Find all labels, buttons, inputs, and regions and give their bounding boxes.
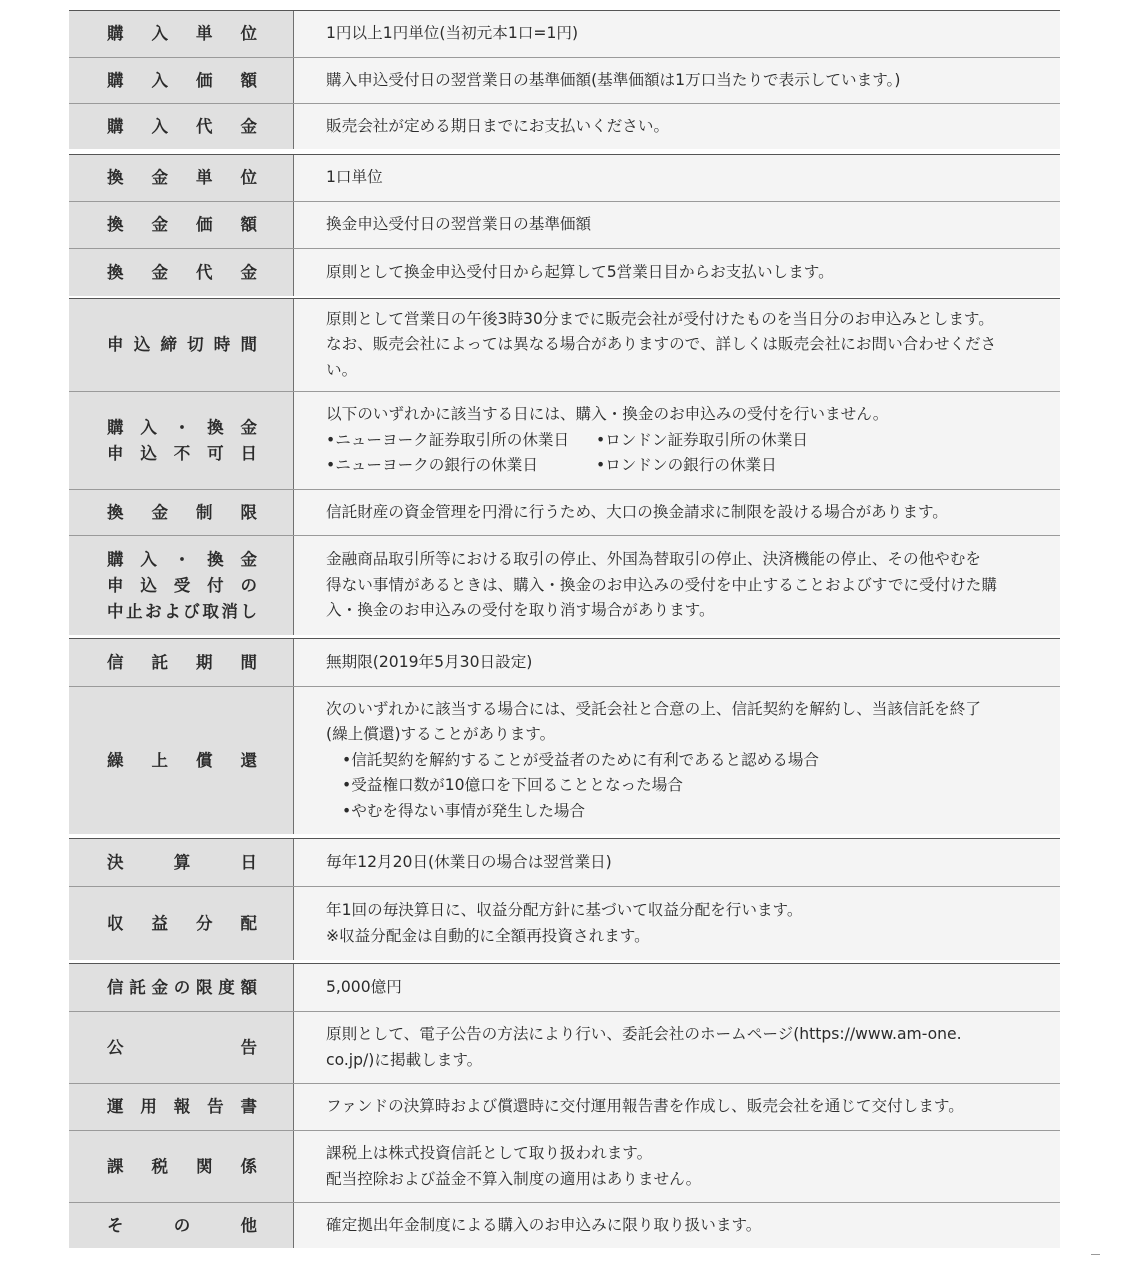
label-line: 運用報告書 [107,1097,257,1116]
list-item: •信託契約を解約することが受益者のために有利であると認める場合 [342,750,820,769]
row-management-report [69,1083,1060,1130]
label-line: その他 [107,1215,257,1235]
row-value [326,402,1042,479]
row-others [69,1202,1060,1248]
value-line: 1円以上1円単位(当初元本1口=1円) [326,24,579,43]
label-line: 収益分配 [107,913,257,933]
label-cell [69,687,294,834]
label-line: 換金価額 [107,215,257,234]
row-purchase-payment [69,103,1060,149]
label-line: 購入価額 [107,70,257,90]
row-taxation [69,1130,1060,1202]
label-cell [69,249,294,296]
label-cell [69,839,294,886]
value-line: 購入申込受付日の翌営業日の基準価額(基準価額は1万口当たりで表示しています。) [326,70,901,89]
label-cell [69,1203,294,1248]
row-value [326,650,1042,676]
list-item: •ニューヨーク証券取引所の休業日 [326,430,570,449]
row-label [107,748,257,774]
label-cell [69,490,294,535]
row-label [107,260,257,286]
value-cell [294,249,1060,296]
label-cell [69,299,294,391]
value-cell [294,202,1060,248]
list-item: •やむを得ない事情が発生した場合 [342,801,586,820]
label-line: 換金代金 [107,262,257,282]
row-redemption-payment [69,248,1060,296]
condition-list [326,748,1042,825]
label-cell [69,104,294,149]
row-label [107,1035,257,1061]
value-cell [294,58,1060,103]
value-cell [294,155,1060,201]
row-value [326,212,1042,238]
row-early-redemption [69,686,1060,834]
row-label [107,1213,257,1239]
row-value [326,1141,1042,1192]
value-line: ファンドの決算時および償還時に交付運用報告書を作成し、販売会社を通じて交付します。 [326,1097,964,1116]
value-cell [294,536,1060,635]
row-order-suspension [69,535,1060,635]
row-label [107,1094,257,1120]
label-line: 換金制限 [107,502,257,522]
value-line: 確定拠出年金制度による購入のお申込みに限り取り扱います。 [326,1215,762,1234]
redemption-section [69,154,1060,296]
row-non-business-days [69,391,1060,489]
purchase-section [69,10,1060,149]
label-line: 換金単位 [107,168,257,187]
row-label [107,114,257,140]
value-line: 原則として営業日の午後3時30分までに販売会社が受付けたものを当日分のお申込みとします。 [326,309,994,328]
value-cell [294,104,1060,149]
value-cell [294,839,1060,886]
row-value [326,500,1042,526]
row-distribution [69,886,1060,960]
label-line: 信託金の限度額 [107,977,257,997]
row-redemption-limit [69,489,1060,535]
value-line: い。 [326,360,358,379]
row-value [326,165,1042,191]
page-corner-mark [1091,1254,1100,1257]
value-cell [294,1084,1060,1130]
value-cell [294,392,1060,489]
value-line: 入・換金のお申込みの受付を取り消す場合があります。 [326,601,715,620]
row-trust-limit [69,964,1060,1011]
value-line: 換金申込受付日の翌営業日の基準価額 [326,215,592,234]
value-line: 原則として、電子公告の方法により行い、委託会社のホームページ(https://www.am-one. [326,1025,962,1043]
row-label [107,68,257,94]
row-value [326,1213,1042,1239]
label-line: 購入・換金 [107,417,257,437]
row-purchase-unit [69,11,1060,57]
value-cell [294,299,1060,391]
row-value [326,114,1042,140]
value-cell [294,964,1060,1011]
value-line: 5,000億円 [326,977,402,996]
value-cell [294,1203,1060,1248]
value-line: 1口単位 [326,168,383,187]
row-value [326,68,1042,94]
value-line: 得ない事情があるときは、購入・換金のお申込みの受付を中止することおよびすでに受付けた購 [326,575,997,594]
value-line: 信託財産の資金管理を円滑に行うため、大口の換金請求に制限を設ける場合があります。 [326,502,948,521]
row-value [326,697,1042,825]
label-line: 申込締切時間 [107,335,257,354]
row-label [107,850,257,876]
row-value [326,898,1042,949]
label-line: 購入代金 [107,116,257,136]
settlement-section [69,838,1060,960]
label-line: 繰上償還 [107,750,257,770]
value-cell [294,1012,1060,1083]
row-purchase-price [69,57,1060,103]
row-label [107,650,257,676]
label-cell [69,11,294,57]
holiday-list [326,428,1042,479]
value-line: 原則として換金申込受付日から起算して5営業日目からお支払いします。 [326,262,834,281]
label-line: 公告 [107,1037,257,1057]
label-cell [69,887,294,960]
value-line: ※収益分配金は自動的に全額再投資されます。 [326,926,650,945]
row-label [107,415,257,467]
label-cell [69,58,294,103]
row-label [107,332,257,358]
label-line: 申込受付の [107,575,257,595]
row-value [326,850,1042,876]
label-cell [69,1131,294,1202]
row-value [326,547,1042,624]
value-cell [294,639,1060,686]
value-cell [294,11,1060,57]
label-cell [69,1012,294,1083]
label-cell [69,1084,294,1130]
row-label [107,212,257,238]
row-order-cutoff [69,299,1060,391]
row-value [326,1022,1042,1073]
row-public-notice [69,1011,1060,1083]
row-redemption-unit [69,155,1060,201]
value-line: 課税上は株式投資信託として取り扱われます。 [326,1144,653,1162]
label-line: 決算日 [107,852,257,872]
value-line: 金融商品取引所等における取引の停止、外国為替取引の停止、決済機能の停止、その他やむを [326,550,981,569]
value-line: 配当控除および益金不算入制度の適用はありません。 [326,1169,702,1188]
list-item: •受益権口数が10億口を下回ることとなった場合 [342,776,683,795]
label-cell [69,964,294,1011]
row-redemption-price [69,201,1060,248]
value-line: 年1回の毎決算日に、収益分配方針に基づいて収益分配を行います。 [326,901,803,919]
label-line: 課税関係 [107,1156,257,1176]
row-label [107,547,257,625]
description-line: 次のいずれかに該当する場合には、受託会社と合意の上、信託契約を解約し、当該信託を終了 [326,699,981,718]
row-label [107,911,257,937]
value-line: 販売会社が定める期日までにお支払いください。 [326,116,670,135]
row-value [326,975,1042,1001]
value-cell [294,1131,1060,1202]
label-line: 購入・換金 [107,549,257,569]
value-cell [294,887,1060,960]
value-cell [294,687,1060,834]
orders-section [69,298,1060,635]
row-value [326,21,1042,47]
list-item: •ニューヨークの銀行の休業日 [326,456,538,475]
label-cell [69,639,294,686]
row-value [326,307,1042,384]
row-label [107,500,257,526]
row-label [107,21,257,47]
label-line: 申込不可日 [107,443,257,463]
row-settlement-date [69,839,1060,886]
description-line: (繰上償還)することがあります。 [326,725,556,744]
value-line: 無期限(2019年5月30日設定) [326,652,533,671]
label-cell [69,392,294,489]
trust-section [69,638,1060,834]
row-trust-period [69,639,1060,686]
row-label [107,165,257,191]
value-line: co.jp/)に掲載します。 [326,1050,483,1069]
row-value [326,1094,1042,1120]
value-line: なお、販売会社によっては異なる場合がありますので、詳しくは販売会社にお問い合わせくださ [326,335,997,354]
value-cell [294,490,1060,535]
row-label [107,975,257,1001]
label-line: 中止および取消し [107,601,257,621]
row-value [326,260,1042,286]
label-cell [69,202,294,248]
list-item: •ロンドンの銀行の休業日 [596,456,777,475]
label-line: 信託期間 [107,652,257,672]
list-item: •ロンドン証券取引所の休業日 [596,430,808,449]
value-line: 毎年12月20日(休業日の場合は翌営業日) [326,852,612,871]
label-cell [69,155,294,201]
label-cell [69,536,294,635]
row-label [107,1154,257,1180]
label-line: 購入単位 [107,24,257,43]
intro-text: 以下のいずれかに該当する日には、購入・換金のお申込みの受付を行いません。 [326,405,889,424]
other-section [69,963,1060,1248]
